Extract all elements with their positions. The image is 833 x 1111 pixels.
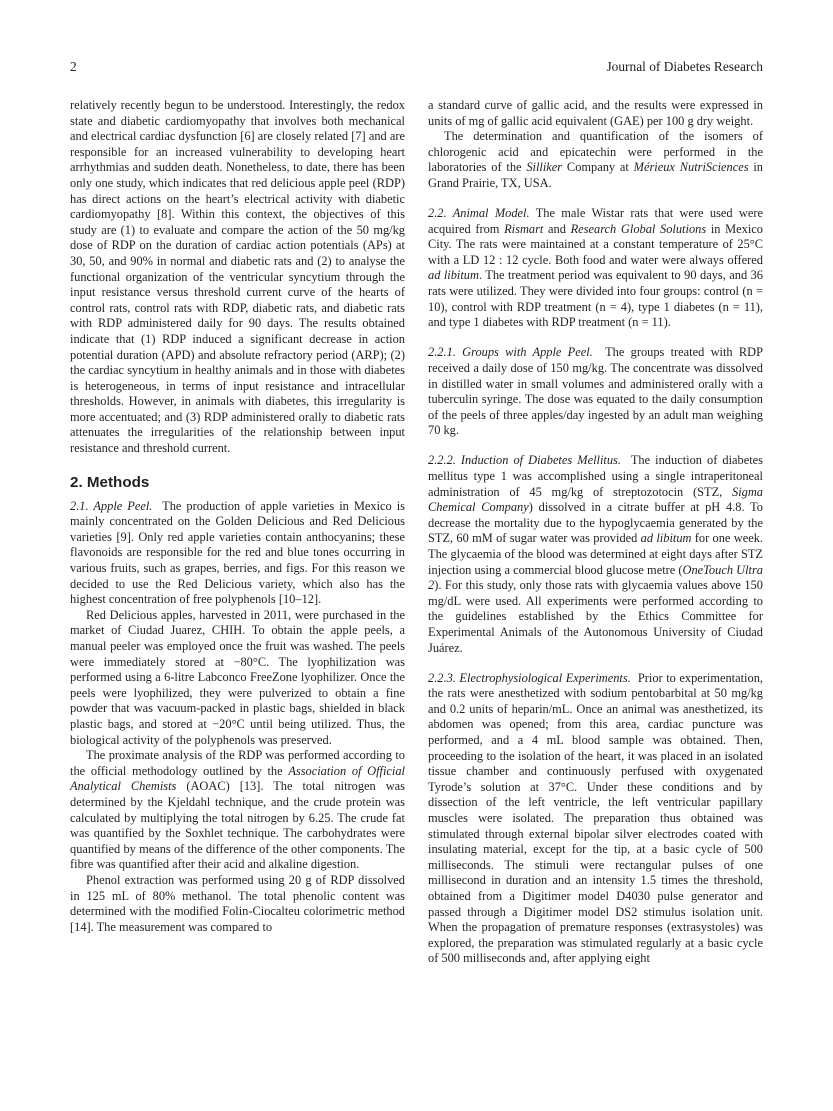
sigma-name: Sigma Chemical Company [428,484,763,515]
groups-paragraph [428,345,763,439]
silliker-name: Silliker [526,160,563,175]
induction-text-1: The induction of diabetes mellitus type 1 was accomplished using a single intraperitoneal administration of 45 mg/kg of streptozotocin (STZ, [428,453,763,499]
apple-peel-paragraph [70,499,405,608]
animal-text-1: The male Wistar rats that were used were acquired from [428,206,763,236]
harvest-paragraph: Red Delicious apples, harvested in 2011, were purchased in the market of Ciudad Juarez, CHIH. To obtain the apple peels, a manual peeler was employed once the fruit was washed. The peels were immediately stored at −80°C. The lyophilization was performed using a 6-litre Labconco FreeZone lyophilizer. Once the peels were lyophilized, they were pulverized to obtain a fine powder that was vacuum-packed in plastic bags, shielded in black plastic bags, and stored at −20°C until being utilized. Thus, the biological activity of the polyphenols was preserved. [70,607,405,747]
journal-title: Journal of Diabetes Research [606,59,763,74]
groups-heading: 2.2.1. Groups with Apple Peel. [428,345,593,360]
animal-text-2: in Mexico City. The rats were maintained at a constant temperature of 25°C with a LD 12 : 12 cycle. Both food and water were always offered [428,221,763,267]
aoac-name: Association of Official Analytical Chemists [70,763,405,794]
phenol-paragraph: Phenol extraction was performed using 20 g of RDP dissolved in 125 mL of 80% methanol. The total phenolic content was determined with the modified Folin-Ciocalteu colorimetric method [14]. The measurement was compared to [70,872,405,934]
proximate-text-2: (AOAC) [13]. The total nitrogen was determined by the Kjeldahl technique, and the crude protein was calculated by multiplying the total nitrogen by 6.25. The crude fat was quantified by the Soxhlet technique. The carbohydrates were quantified by means of the difference of the other components. The fibre was quantified after their acid and alkaline digestion. [70,779,406,872]
induction-paragraph [428,453,763,656]
isomers-text-2: Company at [562,160,634,175]
isomers-paragraph [428,129,763,191]
animal-text-and: and [543,221,571,236]
electro-paragraph [428,671,763,967]
induction-heading: 2.2.2. Induction of Diabetes Mellitus. [428,453,621,468]
proximate-paragraph [70,748,405,873]
left-column [70,98,405,935]
animal-model-paragraph [428,206,763,331]
animal-model-heading: 2.2. Animal Model. [428,206,530,221]
ad-libitum-1: ad libitum [428,268,479,283]
page-number: 2 [70,59,77,74]
methods-heading: 2. Methods [70,473,150,491]
induction-text-2: ) dissolved in a citrate buffer at pH 4.8. To decrease the mortality due to the hypoglycaemia generated by the STZ, 60 mM of sugar water was provided [428,500,763,546]
isomers-text-1: The determination and quantification of the isomers of chlorogenic acid and epicatechin were performed in the laboratories of the [428,129,763,175]
rgs-name: Research Global Solutions [570,221,707,236]
apple-peel-text: The production of apple varieties in Mexico is mainly concentrated on the Golden Delicious and Red Delicious varieties [9]. Only red apple varieties contain anthocyanins; these flavonoids are responsible for the red and blue tones occurring in various fruits, such as grapes, berries, and figs. For this reason we decided to use the Red Delicious variety, which also has the highest concentration of free polyphenols [10–12]. [70,498,405,607]
electro-heading: 2.2.3. Electrophysiological Experiments. [428,670,631,685]
onetouch-name: OneTouch Ultra 2 [428,562,763,593]
gallic-paragraph: a standard curve of gallic acid, and the results were expressed in units of mg of gallic acid equivalent (GAE) per 100 g dry weight. [428,98,763,128]
animal-text-3: . The treatment period was equivalent to 90 days, and 36 rats were utilized. They were divided into four groups: control (n = 10), control with RDP treatment (n = 4), type 1 diabetes (n = 11), and type 1 diabetes with RDP treatment (n = 11). [428,268,763,330]
induction-text-4: ). For this study, only those rats with glycaemia values above 150 mg/dL were used. All experiments were performed according to the guidelines established by the Ethics Committee for Experimental Animals of the Autonomous University of Ciudad Juárez. [428,578,763,655]
running-header [70,58,763,76]
induction-text-3: for one week. The glycaemia of the blood was determined at eight days after STZ injection using a commercial blood glucose metre ( [428,531,763,577]
groups-text: The groups treated with RDP received a daily dose of 150 mg/kg. The concentrate was dissolved in distilled water in small volumes and administered orally with a tuberculin syringe. The dose was equated to the daily consumption of the peels of three apples/day ingested by an adult man weighing 70 kg. [428,345,763,438]
proximate-text-1: The proximate analysis of the RDP was performed according to the official methodology outlined by the [70,748,405,778]
ad-libitum-2: ad libitum [640,531,692,546]
electro-text: Prior to experimentation, the rats were anesthetized with sodium pentobarbital at 50 mg/kg and 0.2 units of heparin/mL. Once an animal was anesthetized, its abdomen was opened; from this area, cardiac puncture was performed, and a 4 mL blood sample was obtained. Then, proceeding to the isolation of the heart, it was placed in an isolated tissue chamber and continuously perfused with oxygenated Tyrode’s solution at 37°C. Under these conditions and by dissection of the left ventricle, the left ventricular papillary muscles were isolated. The preparation thus obtained was stimulated through external bipolar silver electrodes coated with insulating material, except for the tip, at a basic cycle of 500 milliseconds. The stimuli were rectangular pulses of one millisecond in duration and an intensity 1.5 times the threshold, obtained from a Digitimer model D4030 pulse generator and passed through a Digitimer model DS2 stimulus isolation unit. When the propagation of premature responses (extrasystoles) was explored, the preparation was stimulated regularly at a basic cycle of 500 milliseconds and, after applying eight [428,670,763,966]
intro-paragraph: relatively recently begun to be understood. Interestingly, the redox state and diabetic cardiomyopathy that involves both mechanical and electrical cardiac dysfunction [6] are closely related [7] and are responsible for an increased vulnerability to developing heart arrhythmias and sudden death. Nonetheless, to date, there has been only one study, which indicates that red delicious apple peel (RDP) has direct actions on the heart’s electrical activity with diabetic cardiomyopathy [8]. Within this context, the objectives of this study are (1) to evaluate and compare the action of the 50 mg/kg dose of RDP on the duration of cardiac action potentials (APs) at 30, 50, and 90% in normal and diabetic rats and (2) to analyse the functional organization of the ventricular syncytium through the input resistance versus threshold current curve of the hearts of control rats, control rats with RDP, diabetic rats, and diabetic rats with RDP administered daily for 90 days. The results obtained indicate that (1) RDP induced a significant decrease in action potential duration (APD) and absolute refractory period (ARP); (2) the cardiac syncytium in healthy animals and in those with diabetes is heterogeneous, in terms of input resistance and intracellular thresholds. However, in animals with diabetes, this irregularity is more accentuated; and (3) RDP administered orally to diabetic rats attenuates the irregularities of the relationship between input resistance and threshold current. [70,98,405,456]
isomers-text-3: in Grand Prairie, TX, USA. [428,160,763,190]
rismart-name: Rismart [504,221,544,236]
right-column [428,98,763,967]
merieux-name: Mérieux NutriSciences [633,160,749,175]
apple-peel-heading: 2.1. Apple Peel. [70,498,153,513]
